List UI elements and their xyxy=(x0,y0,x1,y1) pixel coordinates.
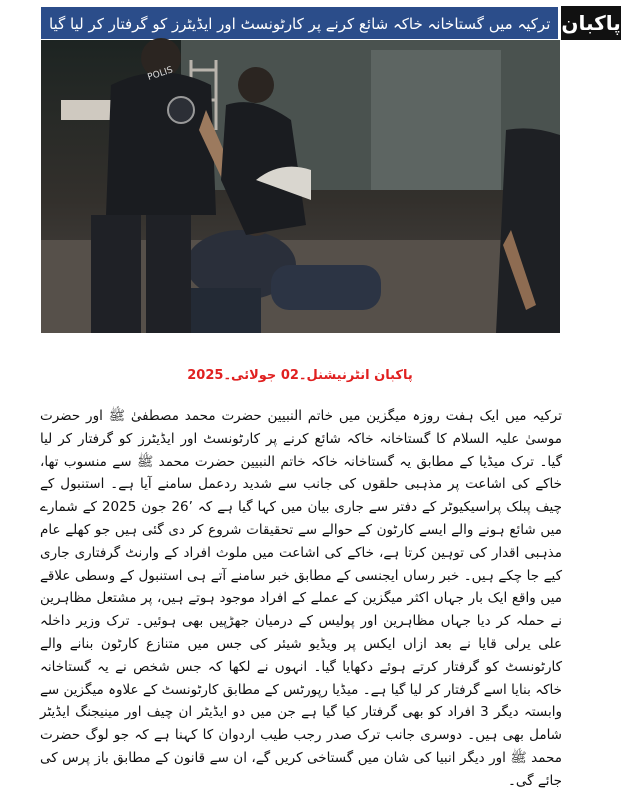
byline-dateline: پاکبان انٹرنیشنل۔02 جولائی۔2025 xyxy=(187,368,413,383)
headline-banner xyxy=(40,6,621,40)
pakban-logo: پاکبان xyxy=(559,6,620,40)
article-body: ترکیہ میں ایک ہفت روزہ میگزین میں خاتم النبیین حضرت محمد مصطفیٰ ﷺ اور حضرت موسیٰ علیہ السلام کا گستاخانہ خاکہ شائع کرنے پر کارٹونسٹ اور ایڈیٹرز کو گرفتار کر لیا گیا۔ ترک میڈیا کے مطابق یہ گستاخانہ خاکہ خاتم النبیین حضرت محمد ﷺ سے منسوب تھا، خاکے کی اشاعت پر مذہبی حلقوں کی جانب سے شدید ردعمل سامنے آیا ہے۔ استنبول کے چیف پبلک پراسیکیوٹر کے دفتر سے جاری بیان میں کہا گیا ہے کہ ’26 جون 2025 کے شمارے میں شائع ہونے والے ایسے کارٹون کے حوالے سے تحقیقات شروع کر دی گئی ہیں جو کھلے عام مذہبی اقدار کی توہین کرتا ہے، خاکے کی اشاعت میں ملوث افراد کے وارنٹ گرفتاری جاری کیے جا چکے ہیں۔ خبر رساں ایجنسی کے مطابق خبر سامنے آتے ہی استنبول کے وسطی علاقے میں واقع ایک بار جہاں اکثر میگزین کے عملے کے افراد موجود ہوتے ہیں، پر مشتعل مظاہرین نے حملہ کر دیا جہاں مظاہرین اور پولیس کے درمیان جھڑپیں بھی ہوئیں۔ ترک وزیر داخلہ علی یرلی قایا نے بعد ازاں ایکس پر ویڈیو شیئر کی جس میں متنازع کارٹون بنانے والے کارٹونسٹ کو گرفتار کرتے ہوئے دکھایا گیا۔ انہوں نے لکھا کہ جس شخص نے یہ گستاخانہ خاکہ بنایا اسے گرفتار کر لیا گیا ہے۔ میڈیا رپورٹس کے مطابق کارٹونسٹ کے علاوہ میگزین سے وابستہ دیگر 3 افراد کو بھی گرفتار کیا گیا ہے جن میں دو ایڈیٹر ان چیف اور مینیجنگ ایڈیٹر شامل بھی ہیں۔ دوسری جانب ترک صدر رجب طیب اردوان کا کہنا ہے کہ جو لوگ حضرت محمد ﷺ اور دیگر انبیا کی شان میں گستاخی کریں گے، ان سے قانون کے مطابق باز پرس کی جائے گی۔ xyxy=(40,408,563,789)
officer-standing xyxy=(496,128,560,333)
vest-label: POLIS xyxy=(146,65,175,83)
police-badge-icon xyxy=(168,97,194,123)
headline-title: ترکیہ میں گستاخانہ خاکہ شائع کرنے پر کارٹونسٹ اور ایڈیٹرز کو گرفتار کر لیا گیا xyxy=(40,6,559,40)
news-photo xyxy=(41,40,560,333)
suspect-legs xyxy=(271,265,381,310)
suspect-lower xyxy=(181,288,261,333)
wall-panel xyxy=(371,50,501,190)
arrest-scene-illustration xyxy=(41,40,560,333)
